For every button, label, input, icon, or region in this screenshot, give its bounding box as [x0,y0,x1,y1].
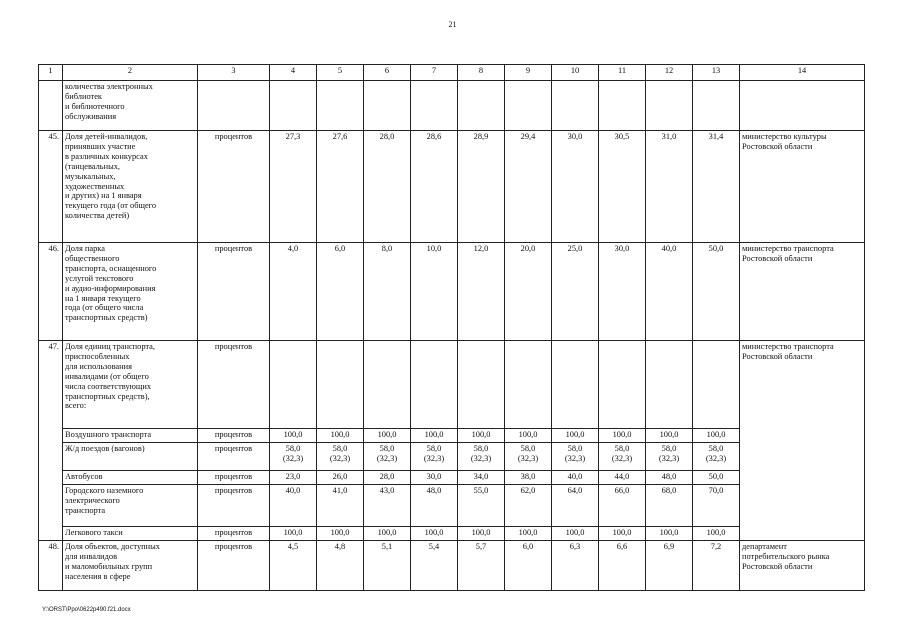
indicator-name-line: принявших участие [65,141,136,151]
column-header-14: 14 [740,65,865,81]
value: 55,0 [473,486,489,495]
value-cell [270,485,317,527]
value-cell [552,341,599,429]
value-extra: (32,3) [470,453,492,463]
value: 100,0 [706,528,726,537]
value: 44,0 [614,472,630,481]
value-cell [599,429,646,443]
responsible-line: Ростовской области [742,561,813,571]
value-cell [270,429,317,443]
value-cell [505,471,552,485]
indicator-name-line: количества электронных [65,82,153,91]
value-cell [599,527,646,541]
indicator-name-cell [63,341,198,429]
value-extra: (32,3) [658,453,680,463]
indicator-name-line: приспособленных [65,351,130,361]
value: 23,0 [285,472,301,481]
value-cell: 30,0 [599,243,646,341]
value: 100,0 [471,430,491,439]
indicator-name-line: и библиотечного [65,101,125,111]
value-cell [317,471,364,485]
footer-file-path: Y:\ORST\Ppo\0622p490.f21.docx [42,607,131,613]
value-cell [317,527,364,541]
value: 58,0 [661,444,677,453]
indicator-name-cell [63,81,198,131]
value-cell [458,443,505,471]
empty-cell [270,81,317,131]
value: 48,0 [661,472,677,481]
responsible-line: департамент [742,542,787,551]
column-header-7: 7 [411,65,458,81]
value: 100,0 [612,528,632,537]
value: 58,0 [520,444,536,453]
indicator-name-line: Доля детей-инвалидов, [65,132,148,141]
value-cell: 12,0 [458,243,505,341]
value-cell: 6,6 [599,541,646,591]
indicator-name-line: и аудио-информирования [65,283,156,293]
sub-indicator-line: транспорта [65,505,106,515]
row-number-cell: 46. [39,243,63,341]
indicator-name-line: общественного [65,253,120,263]
empty-cell [646,81,693,131]
value-cell [270,341,317,429]
indicator-name-line: Доля единиц транспорта, [65,342,155,351]
value-cell [364,341,411,429]
value: 58,0 [567,444,583,453]
responsible-line: министерство транспорта [742,244,834,253]
value: 26,0 [332,472,348,481]
indicator-name-line: текущего года (от общего [65,201,157,211]
value-cell: 4,8 [317,541,364,591]
value-cell [505,527,552,541]
empty-cell [552,81,599,131]
value-cell [317,341,364,429]
value-cell [599,485,646,527]
value-cell [364,429,411,443]
empty-cell [599,81,646,131]
value: 40,0 [285,486,301,495]
value: 43,0 [379,486,395,495]
value-cell [458,527,505,541]
value-cell [411,429,458,443]
value-extra: (32,3) [282,453,304,463]
value: 100,0 [471,528,491,537]
sub-indicator-line: Воздушного транспорта [65,430,152,439]
value-cell [646,341,693,429]
value: 100,0 [283,528,303,537]
value: 68,0 [661,486,677,495]
responsible-cell [740,243,865,341]
value: 58,0 [285,444,301,453]
header-row [39,65,865,81]
value-cell [364,471,411,485]
value: 70,0 [708,486,724,495]
indicator-name-line: в различных конкурсах [65,151,148,161]
unit-cell: процентов [198,541,270,591]
value-extra: (32,3) [611,453,633,463]
value-cell: 31,0 [646,131,693,243]
value: 100,0 [283,430,303,439]
value: 58,0 [614,444,630,453]
value-cell: 4,0 [270,243,317,341]
indicator-name-line: транспортных средств) [65,313,148,323]
unit-cell: процентов [198,485,270,527]
value: 62,0 [520,486,536,495]
value-cell [599,471,646,485]
column-header-2: 2 [63,65,198,81]
value-cell: 4,5 [270,541,317,591]
responsible-cell [740,541,865,591]
table-row [39,243,865,341]
value: 100,0 [565,430,585,439]
sub-indicator-line: Автобусов [65,472,103,481]
column-header-12: 12 [646,65,693,81]
value: 64,0 [567,486,583,495]
value-cell: 8,0 [364,243,411,341]
value: 58,0 [379,444,395,453]
value-cell [646,527,693,541]
empty-cell [458,81,505,131]
value-cell [693,485,740,527]
indicator-name-line: обслуживания [65,111,117,121]
value-cell: 28,9 [458,131,505,243]
indicator-name-line: для инвалидов [65,551,118,561]
responsible-line: Ростовской области [742,141,813,151]
value: 100,0 [377,430,397,439]
empty-cell [364,81,411,131]
value-cell [411,443,458,471]
value-cell [411,485,458,527]
indicator-name-line: (танцевальных, [65,161,120,171]
column-header-4: 4 [270,65,317,81]
value-cell [317,443,364,471]
indicator-name-cell [63,243,198,341]
unit-cell: процентов [198,243,270,341]
value-cell [552,471,599,485]
value-cell: 27,6 [317,131,364,243]
unit-cell: процентов [198,527,270,541]
sub-indicator-cell [63,443,198,471]
row-number-cell [39,81,63,131]
value-cell [364,443,411,471]
value-cell [552,527,599,541]
value-cell: 5,7 [458,541,505,591]
value: 100,0 [424,528,444,537]
value-cell: 40,0 [646,243,693,341]
value-extra: (32,3) [517,453,539,463]
value-cell [693,443,740,471]
page-number: 21 [448,20,457,29]
value-cell: 28,6 [411,131,458,243]
value: 100,0 [659,430,679,439]
value: 48,0 [426,486,442,495]
column-header-5: 5 [317,65,364,81]
value: 100,0 [565,528,585,537]
table-row [39,541,865,591]
value: 100,0 [518,430,538,439]
unit-cell: процентов [198,131,270,243]
responsible-line: министерство культуры [742,132,827,141]
responsible-cell [740,131,865,243]
value: 58,0 [426,444,442,453]
indicator-name-line: числа соответствующих [65,381,152,391]
value: 100,0 [330,528,350,537]
value: 100,0 [706,430,726,439]
value-cell [646,485,693,527]
sub-indicator-line: Ж/д поездов (вагонов) [65,444,145,453]
responsible-cell [740,341,865,541]
indicator-name-cell [63,541,198,591]
row-number-cell: 47. [39,341,63,541]
value: 58,0 [708,444,724,453]
sub-indicator-cell [63,429,198,443]
value-extra: (32,3) [705,453,727,463]
unit-cell: процентов [198,443,270,471]
responsible-line: Ростовской области [742,253,813,263]
value-cell [270,527,317,541]
empty-cell [317,81,364,131]
value: 100,0 [659,528,679,537]
indicator-name-line: на 1 января текущего [65,293,141,303]
value-cell: 27,3 [270,131,317,243]
value: 28,0 [379,472,395,481]
value-cell [364,485,411,527]
value: 38,0 [520,472,536,481]
value: 100,0 [518,528,538,537]
value: 40,0 [567,472,583,481]
value-cell [646,443,693,471]
row-number-cell: 48. [39,541,63,591]
value: 100,0 [612,430,632,439]
value-cell [317,485,364,527]
value-cell: 30,0 [552,131,599,243]
responsible-line: Ростовской области [742,351,813,361]
value-cell [599,341,646,429]
value-cell [505,429,552,443]
value-cell: 28,0 [364,131,411,243]
unit-cell: процентов [198,429,270,443]
value-cell: 6,3 [552,541,599,591]
value-cell [411,471,458,485]
indicator-name-line: для использования [65,361,132,371]
responsible-line: потребительского рынка [742,551,830,561]
value-cell [458,429,505,443]
value-cell [693,429,740,443]
indicator-name-line: Доля объектов, доступных [65,542,160,551]
value-cell: 10,0 [411,243,458,341]
value: 58,0 [473,444,489,453]
column-header-6: 6 [364,65,411,81]
value: 30,0 [426,472,442,481]
indicator-name-line: инвалидами (от общего [65,371,149,381]
value-cell [646,471,693,485]
responsible-line: министерство транспорта [742,342,834,351]
value: 58,0 [332,444,348,453]
indicator-name-line: Доля парка [65,244,105,253]
value-cell [552,429,599,443]
indicator-name-cell [63,131,198,243]
value: 41,0 [332,486,348,495]
indicator-name-line: транспорта, оснащенного [65,263,157,273]
value-cell [411,341,458,429]
indicator-name-line: года (от общего числа [65,303,144,313]
sub-indicator-cell [63,485,198,527]
value-cell [505,341,552,429]
column-header-1: 1 [39,65,63,81]
value: 66,0 [614,486,630,495]
value-cell [364,527,411,541]
value-cell: 30,5 [599,131,646,243]
value: 100,0 [330,430,350,439]
value-cell: 50,0 [693,243,740,341]
table-row [39,131,865,243]
sub-indicator-line: электрического [65,495,120,505]
value-cell [693,527,740,541]
column-header-9: 9 [505,65,552,81]
value-cell [505,485,552,527]
value-cell [458,485,505,527]
value-extra: (32,3) [329,453,351,463]
value-cell: 6,9 [646,541,693,591]
value-extra: (32,3) [423,453,445,463]
value-cell: 6,0 [505,541,552,591]
value-cell [693,341,740,429]
value-cell [458,341,505,429]
row-number-cell: 45. [39,131,63,243]
empty-cell [198,81,270,131]
value-cell: 5,1 [364,541,411,591]
value-cell: 7,2 [693,541,740,591]
value-cell [693,471,740,485]
empty-cell [693,81,740,131]
value-cell: 25,0 [552,243,599,341]
value-cell [552,443,599,471]
indicator-name-line: транспортных средств), [65,391,150,401]
sub-indicator-line: Легкового такси [65,528,123,537]
indicator-name-line: услугой текстового [65,273,134,283]
unit-cell: процентов [198,341,270,429]
value-cell [270,443,317,471]
value-cell: 29,4 [505,131,552,243]
empty-cell [740,81,865,131]
value-cell [552,485,599,527]
value-cell: 31,4 [693,131,740,243]
column-header-13: 13 [693,65,740,81]
value-cell: 6,0 [317,243,364,341]
value-cell [505,443,552,471]
value-cell [599,443,646,471]
column-header-11: 11 [599,65,646,81]
value-cell: 5,4 [411,541,458,591]
indicator-name-line: количества детей) [65,211,130,221]
indicator-name-line: библиотек [65,91,102,101]
value: 100,0 [377,528,397,537]
indicator-name-line: населения в сфере [65,571,131,581]
value: 50,0 [708,472,724,481]
sub-indicator-line: Городского наземного [65,486,144,495]
indicator-name-line: музыкальных, [65,171,116,181]
value: 100,0 [424,430,444,439]
value-cell [458,471,505,485]
column-header-8: 8 [458,65,505,81]
column-header-3: 3 [198,65,270,81]
sub-indicator-cell [63,471,198,485]
value-cell [270,471,317,485]
value-extra: (32,3) [376,453,398,463]
indicator-name-line: всего: [65,401,87,411]
indicators-table [38,64,865,591]
indicator-name-line: и других) на 1 января [65,191,142,201]
indicator-name-line: художественных [65,181,125,191]
value-cell: 20,0 [505,243,552,341]
table-row [39,81,865,131]
sub-indicator-cell [63,527,198,541]
unit-cell: процентов [198,471,270,485]
table-row [39,341,865,429]
value: 34,0 [473,472,489,481]
value-cell [411,527,458,541]
value-cell [317,429,364,443]
empty-cell [505,81,552,131]
column-header-10: 10 [552,65,599,81]
indicator-name-line: и маломобильных групп [65,561,153,571]
value-cell [646,429,693,443]
value-extra: (32,3) [564,453,586,463]
empty-cell [411,81,458,131]
